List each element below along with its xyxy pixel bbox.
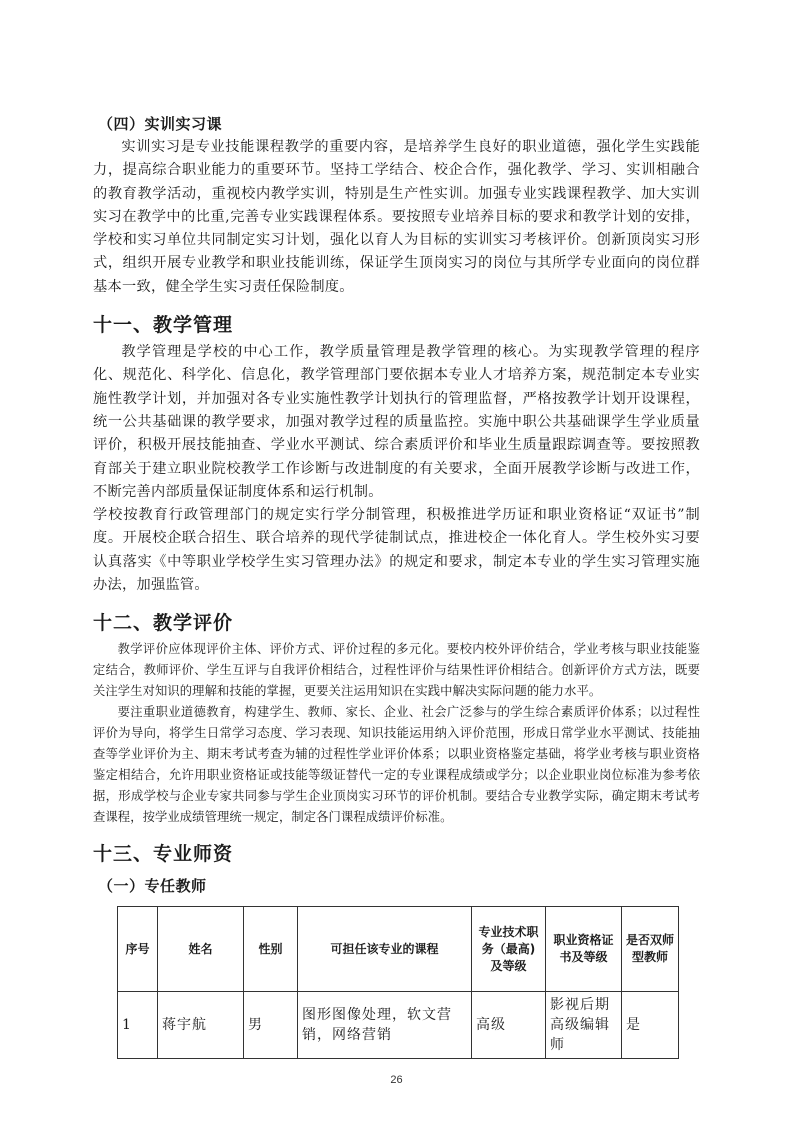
paragraph-teaching-management-2: 学校按教育行政管理部门的规定实行学分制管理，积极推进学历证和职业资格证“双证书”制度。开展校企联合招生、联合培养的现代学徒制试点，推进校企一体化育人。学生校外实习要认真落实《中等职业学校学生实习管理办法》的规定和要求，制定本专业的学生实习管理实施办法，加强监管。 <box>93 507 700 594</box>
col-header-dual-qualified: 是否双师型教师 <box>622 907 679 992</box>
section-heading-teaching-evaluation: 十二、教学评价 <box>93 612 234 635</box>
col-header-name: 姓名 <box>158 907 244 992</box>
paragraph-practical-training: 实训实习是专业技能课程教学的重要内容，是培养学生良好的职业道德，强化学生实践能力，提高综合职业能力的重要环节。坚持工学结合、校企合作，强化教学、学习、实训相融合的教育教学活动，重视校内教学实训，特别是生产性实训。加强专业实践课程教学、加大实训实习在教学中的比重,完善专业实践课程体系。要按照专业培养目标的要求和教学计划的安排，学校和实习单位共同制定实习计划，强化以育人为目标的实训实习考核评价。创新顶岗实习形式，组织开展专业教学和职业技能训练，保证学生顶岗实习的岗位与其所学专业面向的岗位群基本一致，健全学生实习责任保险制度。 <box>93 139 700 295</box>
col-header-courses: 可担任该专业的课程 <box>298 907 472 992</box>
section-heading-teaching-management: 十一、教学管理 <box>93 314 234 337</box>
col-header-index: 序号 <box>118 907 158 992</box>
cell-courses: 图形图像处理，软文营销，网络营销 <box>298 992 472 1059</box>
section-heading-faculty: 十三、专业师资 <box>93 843 234 866</box>
paragraph-teaching-evaluation-1: 教学评价应体现评价主体、评价方式、评价过程的多元化。要校内校外评价结合，学业考核与职业技能鉴定结合，教师评价、学生互评与自我评价相结合，过程性评价与结果性评价相结合。创新评价方式方法，既要关注学生对知识的理解和技能的掌握，更要关注运用知识在实践中解决实际问题的能力水平。 <box>93 642 700 699</box>
full-time-teachers-table <box>117 906 679 1059</box>
paragraph-teaching-evaluation-2: 要注重职业道德教育，构建学生、教师、家长、企业、社会广泛参与的学生综合素质评价体系；以过程性评价为导向，将学生日常学习态度、学习表现、知识技能运用纳入评价范围，形成日常学业水平测试、技能抽查等学业评价为主、期末考试考查为辅的过程性学业评价体系；以职业资格鉴定基础，将学业考核与职业资格鉴定相结合，允许用职业资格证或技能等级证替代一定的专业课程成绩或学分；以企业职业岗位标准为参考依据，形成学校与企业专家共同参与学生企业顶岗实习环节的评价机制。要结合专业教学实际，确定期末考试考查课程，按学业成绩管理统一规定，制定各门课程成绩评价标准。 <box>93 705 700 825</box>
col-header-qualification: 职业资格证书及等级 <box>546 907 622 992</box>
table-header-row <box>118 907 679 992</box>
subsection-heading-full-time-teachers: （一）专任教师 <box>98 877 207 896</box>
table-row <box>118 992 679 1059</box>
section-heading-practical-training: （四）实训实习课 <box>98 115 223 133</box>
cell-qualification: 影视后期高级编辑师 <box>546 992 622 1059</box>
cell-gender: 男 <box>244 992 298 1059</box>
cell-index: 1 <box>118 992 158 1059</box>
cell-professional-title: 高级 <box>472 992 546 1059</box>
paragraph-teaching-management-1: 教学管理是学校的中心工作，教学质量管理是教学管理的核心。为实现教学管理的程序化、规范化、科学化、信息化，教学管理部门要依据本专业人才培养方案，规范制定本专业实施性教学计划，并加强对各专业实施性教学计划执行的管理监督，严格按教学计划开设课程，统一公共基础课的教学要求，加强对教学过程的质量监控。实施中职公共基础课学生学业质量评价，积极开展技能抽查、学业水平测试、综合素质评价和毕业生质量跟踪调查等。要按照教育部关于建立职业院校教学工作诊断与改进制度的有关要求，全面开展教学诊断与改进工作，不断完善内部质量保证制度体系和运行机制。 <box>93 344 700 500</box>
page-number: 26 <box>390 1074 403 1087</box>
col-header-professional-title: 专业技术职务（最高)及等级 <box>472 907 546 992</box>
col-header-gender: 性别 <box>244 907 298 992</box>
cell-dual-qualified: 是 <box>622 992 679 1059</box>
cell-name: 蒋宇航 <box>158 992 244 1059</box>
